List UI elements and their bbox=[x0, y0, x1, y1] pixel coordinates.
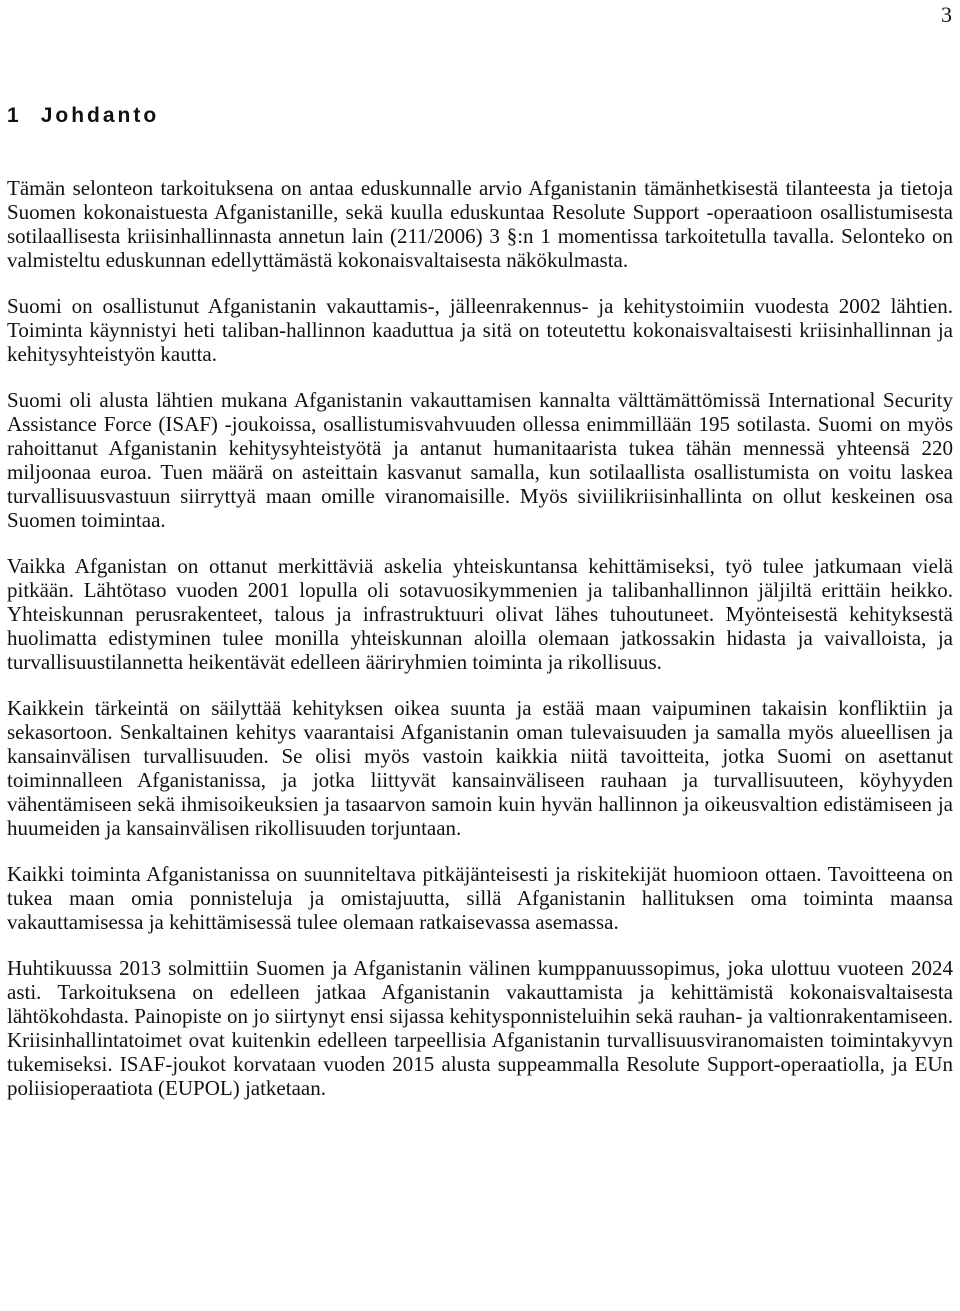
paragraph-6: Kaikki toiminta Afganistanissa on suunniteltava pitkäjänteisesti ja riskitekijät huomioon ottaen. Tavoitteena on tukea maan omia ponnisteluja ja omistajuutta, sillä Afganistanin hallituksen oma toiminta maansa vakauttamisessa ja kehittämisessä tulee olemaan ratkaisevassa asemassa. bbox=[7, 862, 953, 934]
paragraph-5: Kaikkein tärkeintä on säilyttää kehityksen oikea suunta ja estää maan vaipuminen takaisin konfliktiin ja sekasortoon. Senkaltainen kehitys vaarantaisi Afganistanin oman tulevaisuuden ja samalla myös alueellisen ja kansainvälisen turvallisuuden. Se olisi myös vastoin kaikkia niitä tavoitteita, jotka Suomi on asettanut toiminnalleen Afganistanissa, ja jotka liittyvät kansainväliseen rauhaan ja turvallisuuteen, köyhyyden vähentämiseen sekä ihmisoikeuksien ja tasaarvon samoin kuin hyvän hallinnon ja oikeusvaltion edistämiseen ja huumeiden ja kansainvälisen rikollisuuden torjuntaan. bbox=[7, 696, 953, 840]
paragraph-2: Suomi on osallistunut Afganistanin vakauttamis-, jälleenrakennus- ja kehitystoimiin vuodesta 2002 lähtien. Toiminta käynnistyi heti taliban-hallinnon kaaduttua ja sitä on toteutettu kokonaisvaltaisesti kriisinhallinnan ja kehitysyhteistyön kautta. bbox=[7, 294, 953, 366]
section-heading bbox=[7, 102, 159, 130]
paragraph-4: Vaikka Afganistan on ottanut merkittäviä askelia yhteiskuntansa kehittämiseksi, työ tulee jatkumaan vielä pitkään. Lähtötaso vuoden 2001 lopulla oli sotavuosikymmenien ja talibanhallinnon jäljiltä erittäin heikko. Yhteiskunnan perusrakenteet, talous ja infrastruktuuri olivat lähes tuhoutuneet. Myönteisestä kehityksestä huolimatta edistyminen tulee monilla yhteiskunnan aloilla olemaan jatkossakin hidasta ja vaivalloista, ja turvallisuustilannetta heikentävät edelleen ääriryhmien toiminta ja rikollisuus. bbox=[7, 554, 953, 674]
section-number: 1 bbox=[7, 104, 19, 127]
page-number: 3 bbox=[941, 2, 952, 27]
paragraph-3: Suomi oli alusta lähtien mukana Afganistanin vakauttamisen kannalta välttämättömissä International Security Assistance Force (ISAF) -joukoissa, osallistumisvahvuuden ollessa enimmillään 195 sotilasta. Suomi on myös rahoittanut Afganistanin kehitysyhteistyötä ja antanut humanitaarista tukea tähän mennessä yhteensä 220 miljoonaa euroa. Tuen määrä on asteittain kasvanut samalla, kun sotilaallista osallistumista on voitu laskea turvallisuusvastuun siirryttyä maan omille viranomaisille. Myös siviilikriisinhallinta on ollut keskeinen osa Suomen toimintaa. bbox=[7, 388, 953, 532]
paragraph-1: Tämän selonteon tarkoituksena on antaa eduskunnalle arvio Afganistanin tämänhetkisestä tilanteesta ja tietoja Suomen kokonaistuesta Afganistanille, sekä kuulla eduskuntaa Resolute Support -operaatioon osallistumisesta sotilaallisesta kriisinhallinnasta annetun lain (211/2006) 3 §:n 1 momentissa tarkoitetulla tavalla. Selonteko on valmisteltu eduskunnan edellyttämästä kokonaisvaltaisesta näkökulmasta. bbox=[7, 176, 953, 272]
paragraph-7: Huhtikuussa 2013 solmittiin Suomen ja Afganistanin välinen kumppanuussopimus, joka ulottuu vuoteen 2024 asti. Tarkoituksena on edelleen jatkaa Afganistanin vakauttamista ja kehittämistä kokonaisvaltaisesta lähtökohdasta. Painopiste on jo siirtynyt ensi sijassa kehitysponnisteluihin sekä rauhan- ja valtionrakentamiseen. Kriisinhallintatoimet ovat kuitenkin edelleen tarpeellisia Afganistanin turvallisuusviranomaisten toimintakyvyn tukemiseksi. ISAF-joukot korvataan vuoden 2015 alusta suppeammalla Resolute Support-operaatiolla, ja EUn poliisioperaatiota (EUPOL) jatketaan. bbox=[7, 956, 953, 1100]
section-title: Johdanto bbox=[40, 104, 160, 127]
document-body bbox=[7, 176, 953, 1122]
